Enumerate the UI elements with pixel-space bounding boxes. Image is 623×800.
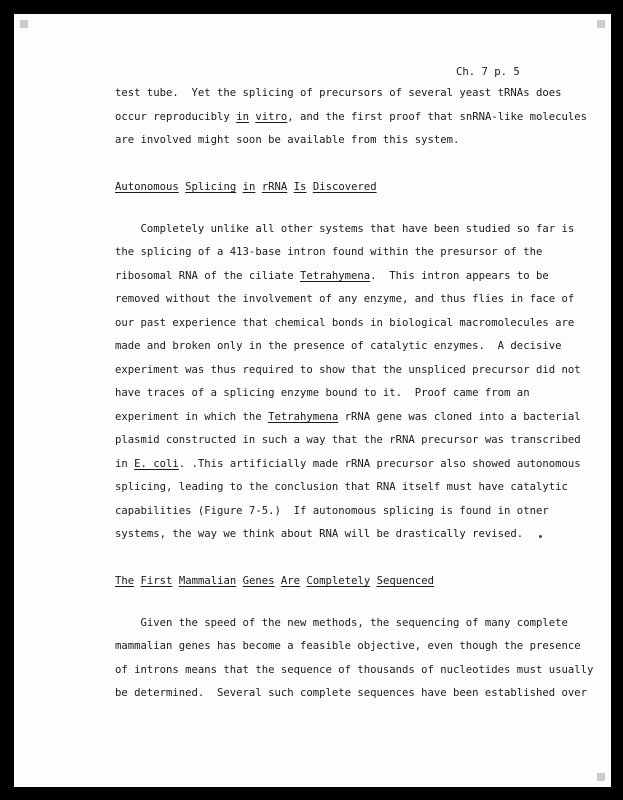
scan-corner-mark — [597, 20, 605, 28]
text-run: , and the first proof that snRNA-like molecules — [287, 111, 587, 123]
underlined-tetrahymena: Tetrahymena — [268, 411, 339, 423]
text-run: rRNA gene was cloned into a bacterial — [338, 411, 581, 423]
para1-line1: test tube. Yet the splicing of precursors of several yeast tRNAs does — [115, 87, 562, 99]
heading-word: Sequenced — [376, 575, 434, 587]
page-number-header: Ch. 7 p. 5 — [456, 66, 520, 78]
para2-line11 — [115, 458, 581, 471]
para3-line4: be determined. Several such complete sequences have been established over — [115, 687, 587, 699]
heading-word: Splicing — [185, 181, 237, 193]
heading-word: Are — [280, 575, 301, 587]
ink-speck — [539, 535, 542, 538]
heading-word: in — [242, 181, 256, 193]
para2-line9 — [115, 411, 581, 424]
para2-line2: the splicing of a 413-base intron found within the presursor of the — [115, 246, 543, 258]
para2-line4: removed without the involvement of any enzyme, and thus flies in face of — [115, 293, 575, 305]
para2-line14: systems, the way we think about RNA will be drastically revised. — [115, 528, 524, 540]
section-heading-mammalian-genes — [115, 575, 434, 588]
scan-corner-mark — [597, 773, 605, 781]
text-run: occur reproducibly — [115, 111, 237, 123]
para2-line10: plasmid constructed in such a way that the rRNA precursor was transcribed — [115, 434, 581, 446]
para1-line3: are involved might soon be available from this system. — [115, 134, 460, 146]
text-run: . .This artificially made rRNA precursor also showed autonomous — [178, 458, 581, 470]
heading-word: First — [140, 575, 173, 587]
underlined-e-coli: E. coli — [134, 458, 179, 470]
para2-line5: our past experience that chemical bonds in biological macromolecules are — [115, 317, 575, 329]
para2-line3 — [115, 270, 549, 283]
scan-corner-mark — [20, 20, 28, 28]
text-run: . This intron appears to be — [370, 270, 549, 282]
heading-word: Mammalian — [178, 575, 237, 587]
underlined-in: in — [236, 111, 249, 123]
text-run: experiment in which the — [115, 411, 269, 423]
underlined-tetrahymena: Tetrahymena — [299, 270, 371, 282]
para3-line1: Given the speed of the new methods, the sequencing of many complete — [115, 617, 568, 629]
para2-line8: have traces of a splicing enzyme bound to it. Proof came from an — [115, 387, 530, 399]
underlined-vitro: vitro — [255, 111, 288, 123]
heading-word: Genes — [242, 575, 275, 587]
heading-word: Completely — [306, 575, 371, 587]
para3-line2: mammalian genes has become a feasible objective, even though the presence — [115, 640, 581, 652]
heading-word: Discovered — [312, 181, 377, 193]
para2-line12: splicing, leading to the conclusion that RNA itself must have catalytic — [115, 481, 568, 493]
para2-line13: capabilities (Figure 7-5.) If autonomous splicing is found in otner — [115, 505, 549, 517]
heading-word: Autonomous — [115, 181, 179, 193]
para2-line6: made and broken only in the presence of catalytic enzymes. A decisive — [115, 340, 562, 352]
para2-line7: experiment was thus required to show that the unspliced precursor did not — [115, 364, 581, 376]
section-heading-autonomous-splicing — [115, 181, 377, 194]
para3-line3: of introns means that the sequence of thousands of nucleotides must usually — [115, 664, 594, 676]
para2-line1: Completely unlike all other systems that have been studied so far is — [115, 223, 575, 235]
heading-word: The — [115, 575, 135, 587]
heading-word: rRNA — [261, 181, 288, 193]
heading-word: Is — [293, 181, 307, 193]
document-page — [14, 14, 611, 787]
text-run: in — [115, 458, 135, 470]
para1-line2 — [115, 111, 587, 124]
text-run: ribosomal RNA of the ciliate — [115, 270, 300, 282]
